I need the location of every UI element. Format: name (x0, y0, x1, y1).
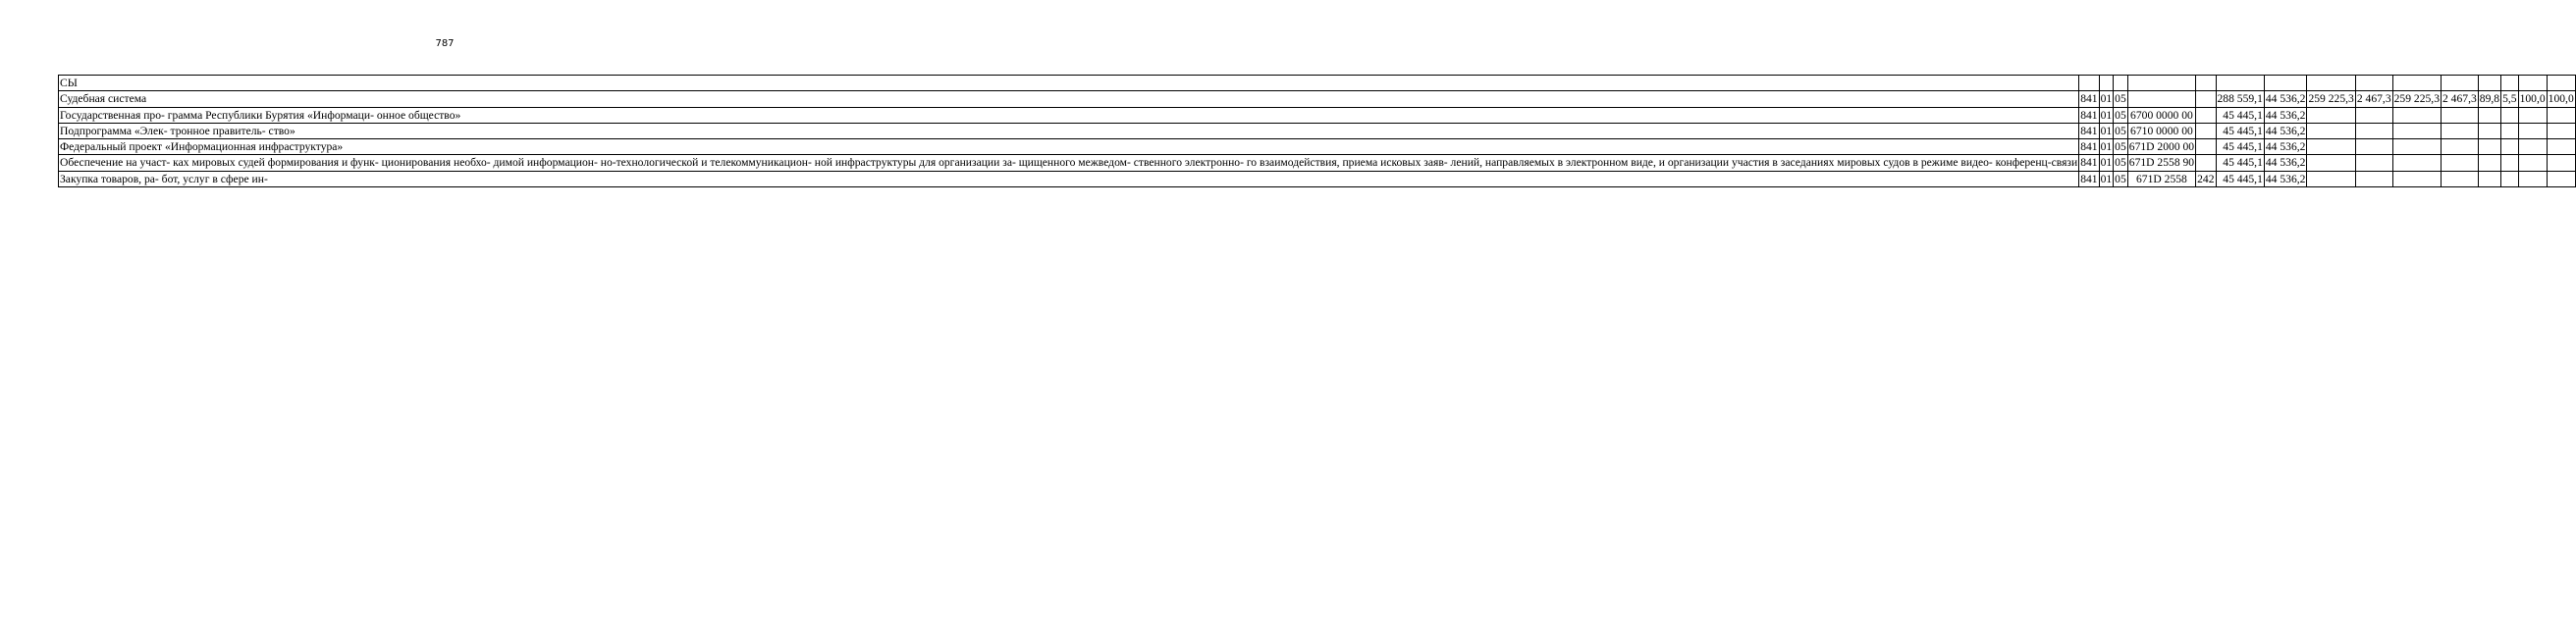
admin-code: 841 (2080, 108, 2098, 122)
value-cell: 44 536,2 (2265, 124, 2306, 137)
admin-code: 841 (2080, 92, 2098, 106)
admin-code: 841 (2080, 156, 2098, 170)
value-cell (2392, 155, 2441, 171)
row-name: Подпрограмма «Элек- тронное правитель- ство» (59, 123, 2079, 138)
percent-cell (2501, 139, 2519, 155)
expense-type-code (2196, 139, 2216, 155)
row-name: Федеральный проект «Информационная инфраструктура» (59, 139, 2079, 155)
value-cell: 45 445,1 (2216, 171, 2264, 186)
value-cell (2392, 76, 2441, 91)
value-cell (2355, 76, 2392, 91)
value-cell (2392, 139, 2441, 155)
value-cell: 44 536,2 (2265, 156, 2306, 170)
value-cell: 44 536,2 (2265, 108, 2306, 122)
value-cell (2441, 107, 2478, 123)
subsection-code (2114, 76, 2128, 91)
value-cell (2441, 123, 2478, 138)
percent-cell: 5,5 (2502, 92, 2517, 106)
value-cell (2307, 171, 2355, 186)
percent-cell (2547, 139, 2575, 155)
value-cell (2441, 171, 2478, 186)
percent-cell (2518, 123, 2547, 138)
percent-cell (2547, 107, 2575, 123)
value-cell (2441, 139, 2478, 155)
value-cell (2355, 107, 2392, 123)
expense-type-code (2196, 107, 2216, 123)
expense-type-code (2196, 91, 2216, 107)
row-name: Обеспечение на участ- ках мировых судей формирования и функ- ционирования необхо- димой информацион- но-технологической и телекоммуникацион- ной инфраструктуры для организации за- щищенного межведом- ственного электронно- го взаимодействия, приема исковых заяв- лений, направляемых в электронном виде, и организации участия в заседаниях мировых судов в режиме видео- конференц-связи (60, 156, 2078, 170)
value-cell: 259 225,3 (2308, 92, 2354, 106)
value-cell (2355, 139, 2392, 155)
value-cell (2355, 171, 2392, 186)
target-article-code: 671D 2558 (2127, 171, 2195, 186)
table-row (59, 91, 2576, 107)
target-article-code: 6710 0000 00 (2127, 123, 2195, 138)
value-cell (2264, 76, 2307, 91)
percent-cell (2478, 107, 2500, 123)
percent-cell (2547, 123, 2575, 138)
value-cell: 45 445,1 (2216, 107, 2264, 123)
percent-cell (2518, 171, 2547, 186)
target-article-code: 6700 0000 00 (2127, 107, 2195, 123)
percent-cell (2478, 139, 2500, 155)
section-code: 01 (2100, 156, 2113, 170)
expense-type-code (2196, 76, 2216, 91)
value-cell: 2 467,3 (2442, 92, 2477, 106)
subsection-code: 05 (2115, 140, 2126, 154)
table-row (59, 155, 2576, 171)
table-body (59, 76, 2576, 187)
value-cell (2355, 123, 2392, 138)
value-cell: 45 445,1 (2216, 139, 2264, 155)
section-code: 01 (2100, 92, 2113, 106)
subsection-code: 05 (2115, 156, 2126, 170)
percent-cell (2518, 107, 2547, 123)
section-code (2099, 76, 2114, 91)
table-row (59, 76, 2576, 91)
percent-cell (2547, 171, 2575, 186)
target-article-code: 671D 2000 00 (2128, 140, 2195, 154)
percent-cell (2478, 123, 2500, 138)
admin-code: 841 (2080, 124, 2098, 137)
target-article-code (2127, 76, 2195, 91)
admin-code: 841 (2080, 140, 2098, 154)
percent-cell (2478, 155, 2500, 171)
percent-cell (2518, 155, 2547, 171)
value-cell (2392, 107, 2441, 123)
subsection-code: 05 (2115, 124, 2126, 137)
percent-cell (2501, 76, 2519, 91)
value-cell (2392, 171, 2441, 186)
value-cell: 44 536,2 (2265, 92, 2306, 106)
budget-table (58, 75, 2576, 187)
row-name: Закупка товаров, ра- бот, услуг в сфере ин- (59, 171, 2079, 186)
percent-cell: 100,0 (2519, 92, 2546, 106)
value-cell: 44 536,2 (2265, 140, 2306, 154)
percent-cell (2501, 171, 2519, 186)
section-code: 01 (2100, 172, 2113, 185)
section-code: 01 (2100, 108, 2113, 122)
percent-cell (2518, 76, 2547, 91)
value-cell (2441, 76, 2478, 91)
value-cell: 45 445,1 (2216, 155, 2264, 171)
subsection-code: 05 (2115, 172, 2126, 185)
value-cell: 44 536,2 (2265, 172, 2306, 185)
percent-cell (2501, 155, 2519, 171)
section-code: 01 (2100, 140, 2113, 154)
value-cell (2307, 155, 2355, 171)
expense-type-code (2196, 123, 2216, 138)
percent-cell (2518, 139, 2547, 155)
percent-cell (2501, 123, 2519, 138)
expense-type-code (2196, 155, 2216, 171)
admin-code: 841 (2080, 172, 2098, 185)
value-cell (2216, 76, 2264, 91)
value-cell (2307, 107, 2355, 123)
expense-type-code: 242 (2197, 172, 2215, 185)
value-cell (2441, 155, 2478, 171)
value-cell: 45 445,1 (2216, 123, 2264, 138)
row-name: Государственная про- грамма Республики Бурятия «Информаци- онное общество» (59, 107, 2079, 123)
percent-cell (2478, 76, 2500, 91)
target-article-code: 671D 2558 90 (2128, 156, 2195, 170)
page-number: 787 (435, 38, 455, 49)
subsection-code: 05 (2115, 108, 2126, 122)
subsection-code: 05 (2115, 92, 2126, 106)
value-cell (2355, 155, 2392, 171)
value-cell (2307, 139, 2355, 155)
row-name: Судебная система (59, 91, 2079, 107)
table-row (59, 123, 2576, 138)
value-cell: 259 225,3 (2393, 92, 2440, 106)
value-cell (2307, 123, 2355, 138)
section-code: 01 (2100, 124, 2113, 137)
admin-code (2079, 76, 2099, 91)
row-name: СЫ (59, 76, 2079, 91)
percent-cell: 89,8 (2479, 92, 2500, 106)
table-row (59, 171, 2576, 186)
value-cell (2307, 76, 2355, 91)
table-row (59, 107, 2576, 123)
percent-cell (2478, 171, 2500, 186)
value-cell (2392, 123, 2441, 138)
table-row (59, 139, 2576, 155)
percent-cell: 100,0 (2548, 92, 2574, 106)
percent-cell (2547, 76, 2575, 91)
percent-cell (2501, 107, 2519, 123)
value-cell: 288 559,1 (2217, 92, 2263, 106)
percent-cell (2547, 155, 2575, 171)
target-article-code (2127, 91, 2195, 107)
value-cell: 2 467,3 (2356, 92, 2391, 106)
